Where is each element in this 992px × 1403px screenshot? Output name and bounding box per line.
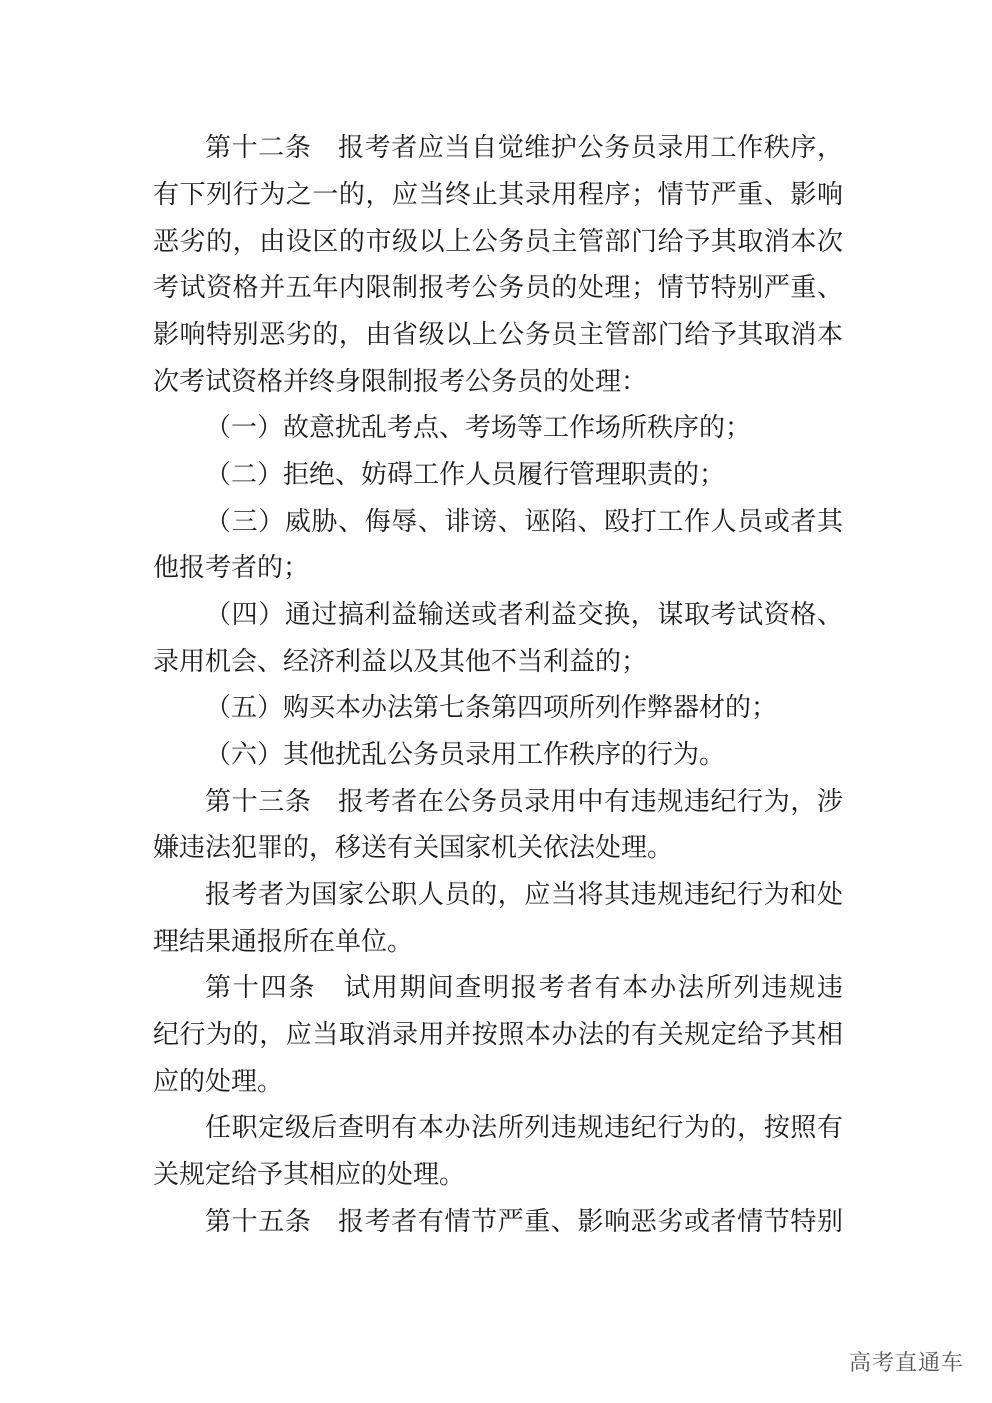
watermark-text: 高考直通车 — [848, 1351, 964, 1376]
paragraph-line: 有下列行为之一的，应当终止其录用程序；情节严重、影响 — [153, 180, 843, 210]
paragraph-line: 关规定给予其相应的处理。 — [153, 1160, 466, 1190]
paragraph-line: 纪行为的，应当取消录用并按照本办法的有关规定给予其相 — [153, 1020, 843, 1050]
paragraph-line: 第十二条 报考者应当自觉维护公务员录用工作秩序， — [205, 133, 843, 163]
paragraph-line: 恶劣的，由设区的市级以上公务员主管部门给予其取消本次 — [153, 227, 843, 257]
list-item-line: （六）其他扰乱公务员录用工作秩序的行为。 — [205, 740, 726, 770]
paragraph-line: 报考者为国家公职人员的，应当将其违规违纪行为和处 — [205, 880, 843, 910]
list-item-line: （四）通过搞利益输送或者利益交换，谋取考试资格、 — [205, 600, 843, 630]
paragraph-line: 第十四条 试用期间查明报考者有本办法所列违规违 — [205, 973, 843, 1003]
paragraph-line: 次考试资格并终身限制报考公务员的处理： — [153, 367, 648, 397]
paragraph-line: 影响特别恶劣的，由省级以上公务员主管部门给予其取消本 — [153, 320, 843, 350]
list-item-line: 录用机会、经济利益以及其他不当利益的； — [153, 647, 648, 677]
paragraph-line: 第十三条 报考者在公务员录用中有违规违纪行为，涉 — [205, 787, 843, 817]
list-item-line: （三）威胁、侮辱、诽谤、诬陷、殴打工作人员或者其 — [205, 507, 843, 537]
paragraph-line: 嫌违法犯罪的，移送有关国家机关依法处理。 — [153, 833, 674, 863]
list-item-line: （五）购买本办法第七条第四项所列作弊器材的； — [205, 693, 778, 723]
list-item-line: （二）拒绝、妨碍工作人员履行管理职责的； — [205, 460, 726, 490]
list-item-line: （一）故意扰乱考点、考场等工作场所秩序的； — [205, 413, 752, 443]
paragraph-line: 任职定级后查明有本办法所列违规违纪行为的，按照有 — [205, 1113, 843, 1143]
paragraph-line: 应的处理。 — [153, 1067, 284, 1097]
list-item-line: 他报考者的； — [153, 553, 310, 583]
paragraph-line: 考试资格并五年内限制报考公务员的处理；情节特别严重、 — [153, 273, 843, 303]
paragraph-line: 第十五条 报考者有情节严重、影响恶劣或者情节特别 — [205, 1207, 843, 1237]
paragraph-line: 理结果通报所在单位。 — [153, 927, 414, 957]
